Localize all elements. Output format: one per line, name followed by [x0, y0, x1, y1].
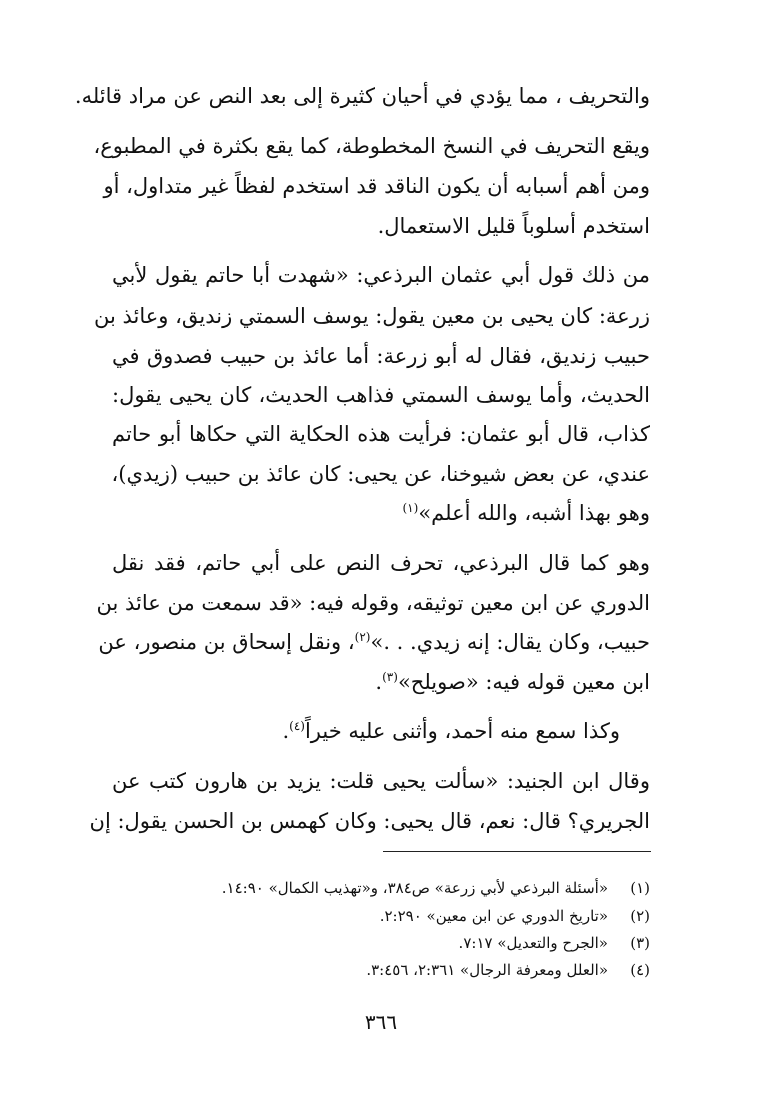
footnote-3	[90, 932, 650, 954]
paragraph-3-line-2: زرعة: كان يحيى بن معين يقول: يوسف السمتي زنديق، وعائذ بن	[93, 304, 650, 328]
footnote-1-text: «أسئلة البرذعي لأبي زرعة» ص٣٨٤، و«تهذيب الكمال» ١٤:٩٠.	[221, 879, 608, 897]
footnote-marker-4: (٤)	[289, 719, 305, 733]
paragraph-6-line-2: الجريري؟ قال: نعم، قال يحيى: وكان كهمس بن الحسن يقول: إن	[89, 809, 650, 833]
paragraph-5-line-1: وكذا سمع منه أحمد، وأثنى عليه خيراً$^{(٤)}$.	[282, 719, 620, 743]
paragraph-4-line-3	[98, 622, 650, 662]
paragraph-3-line-3: حبيب زنديق، فقال له أبو زرعة: أما عائذ بن حبيب فصدوق في	[112, 344, 650, 368]
paragraph-3-line-5: كذاب، قال أبو عثمان: فرأيت هذه الحكاية التي حكاها أبو حاتم	[112, 422, 650, 446]
footnote-marker-2: (٢)	[354, 630, 371, 644]
paragraph-2-line-2: ومن أهم أسبابه أن يكون الناقد قد استخدم لفظاً غير متداول، أو	[103, 174, 650, 198]
paragraph-2-line-1: ويقع التحريف في النسخ المخطوطة، كما يقع بكثرة في المطبوع،	[93, 134, 650, 158]
paragraph-3-line-6: عندي، عن بعض شيوخنا، عن يحيى: كان عائذ بن حبيب (زيدي)،	[111, 462, 650, 486]
footnote-4-text: «العلل ومعرفة الرجال» ٢:٣٦١، ٣:٤٥٦.	[366, 961, 608, 979]
paragraph-3-line-7-text: وهو بهذا أشبه، والله أعلم»	[418, 501, 650, 525]
paragraph-4-line-4: ابن معين قوله فيه: «صويلح»$^{(٣)}$.	[375, 670, 650, 694]
footnote-4	[90, 959, 650, 981]
footnote-3-number: (٣)	[630, 934, 650, 952]
footnote-marker-1: (١)	[402, 501, 419, 515]
footnote-marker-3: (٣)	[382, 670, 398, 684]
paragraph-6-line-1: وقال ابن الجنيد: «سألت يحيى قلت: يزيد بن هارون كتب عن	[112, 769, 650, 793]
page-number: ٣٦٦	[364, 1010, 398, 1034]
footnote-4-number: (٤)	[630, 961, 650, 979]
footnote-2-number: (٢)	[630, 907, 650, 925]
paragraph-3-line-1: من ذلك قول أبي عثمان البرذعي: «شهدت أبا حاتم يقول لأبي	[112, 263, 650, 287]
paragraph-4-line-4-text: ابن معين قوله فيه: «صويلح»	[397, 670, 650, 694]
paragraph-5-line-1-text: وكذا سمع منه أحمد، وأثنى عليه خيراً	[304, 719, 620, 743]
paragraph-4-line-3-text: حبيب، وكان يقال: إنه زيدي. . .»	[370, 630, 650, 654]
paragraph-4-line-2: الدوري عن ابن معين توثيقه، وقوله فيه: «قد سمعت من عائذ بن	[96, 591, 650, 615]
footnote-separator	[383, 851, 651, 852]
footnote-1-number: (١)	[630, 879, 650, 897]
paragraph-4-line-1: وهو كما قال البرذعي، تحرف النص على أبي حاتم، فقد نقل	[112, 551, 650, 575]
footnote-1	[90, 877, 650, 899]
paragraph-2-line-3: استخدم أسلوباً قليل الاستعمال.	[377, 214, 650, 238]
paragraph-4-line-3-rest: ، ونقل إسحاق بن منصور، عن	[98, 630, 355, 654]
paragraph-3-line-4: الحديث، وأما يوسف السمتي فذاهب الحديث، كان يحيى يقول:	[112, 383, 650, 407]
footnote-2-text: «تاريخ الدوري عن ابن معين» ٢:٢٩٠.	[379, 907, 608, 925]
paragraph-1-line-1: والتحريف ، مما يؤدي في أحيان كثيرة إلى بعد النص عن مراد قائله.	[74, 84, 650, 108]
footnote-3-text: «الجرح والتعديل» ٧:١٧.	[458, 934, 608, 952]
paragraph-3-line-7	[112, 493, 650, 533]
footnote-2	[90, 905, 650, 927]
